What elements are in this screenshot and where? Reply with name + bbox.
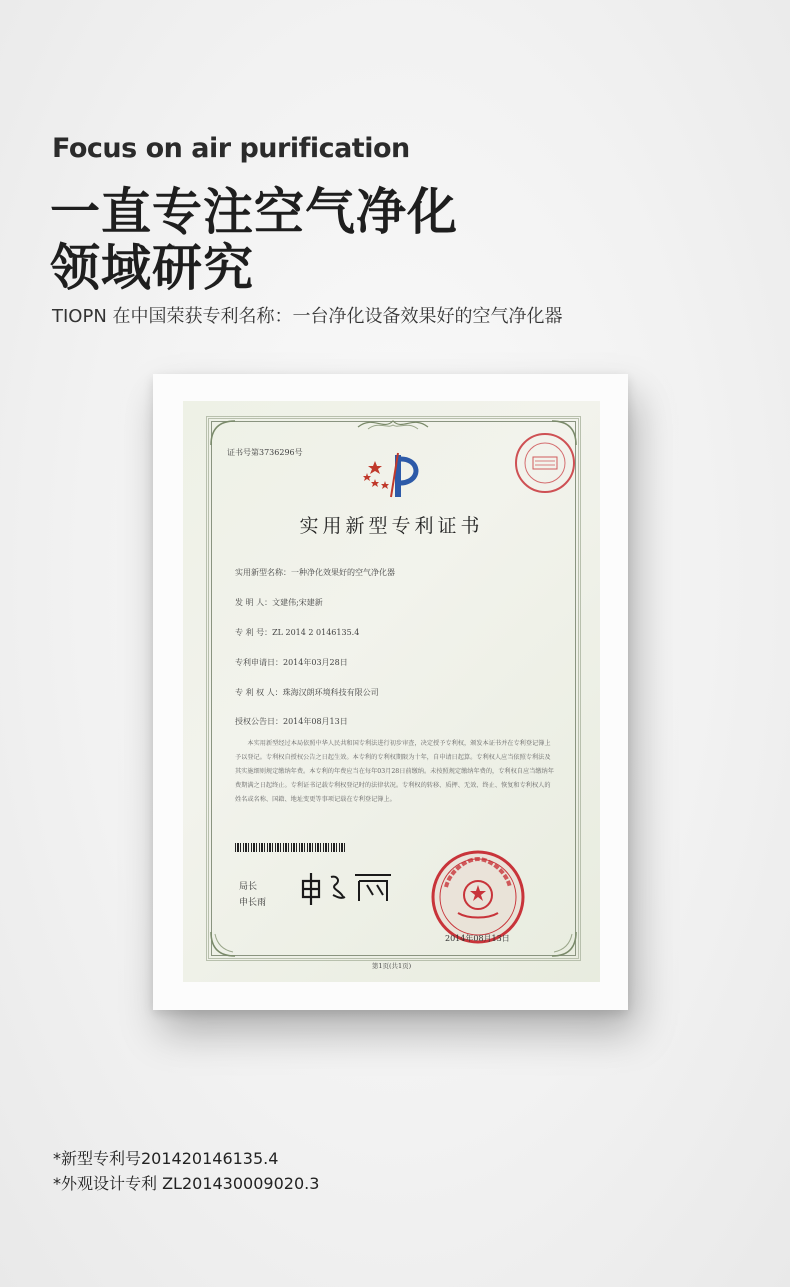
certificate-paper: [183, 401, 600, 982]
patent-subtitle: TIOPN 在中国荣获专利名称：一台净化设备效果好的空气净化器: [52, 306, 563, 327]
field-filing-date: 专利申请日：2014年03月28日: [235, 658, 348, 667]
certificate-number: 证书号第3736296号: [227, 448, 303, 457]
signature-title: 局长: [239, 882, 258, 892]
handwritten-signature-icon: [297, 867, 397, 907]
field-patentee: 专 利 权 人：珠海汉朗环境科技有限公司: [235, 688, 379, 697]
english-heading: Focus on air purification: [52, 133, 410, 164]
chinese-heading-line1: 一直专注空气净化: [50, 183, 458, 241]
page-number: 第1页(共1页): [371, 962, 412, 970]
field-inventor: 发 明 人：文建伟;宋建新: [235, 598, 323, 607]
note-utility-patent: *新型专利号201420146135.4: [53, 1149, 279, 1168]
signature-name: 申长雨: [239, 898, 267, 908]
certificate-mat: [183, 401, 600, 982]
chinese-heading-line2: 领域研究: [50, 239, 254, 297]
certificate-title: 实用新型专利证书: [299, 515, 484, 537]
field-grant-date: 授权公告日：2014年08月13日: [235, 717, 348, 726]
ornament-corner-icon: [550, 930, 578, 958]
seal-date: 2014年08月13日: [445, 934, 510, 943]
barcode: [235, 843, 347, 852]
ornament-corner-icon: [209, 930, 237, 958]
certificate-frame: [153, 374, 628, 1010]
official-seal-icon: [428, 847, 528, 947]
ornament-corner-icon: [209, 419, 237, 447]
ornament-top-icon: [353, 413, 433, 433]
note-design-patent: *外观设计专利 ZL201430009020.3: [53, 1174, 320, 1193]
field-name: 实用新型名称：一种净化效果好的空气净化器: [235, 568, 395, 577]
field-patent-number: 专 利 号：ZL 2014 2 0146135.4: [235, 628, 360, 637]
certificate-body-text: 本实用新型经过本局依照中华人民共和国专利法进行初步审查，决定授予专利权，颁发本证书并在专利登记簿上予以登记。专利权自授权公告之日起生效。本专利的专利权期限为十年，自申请日起算。专利权人应当依照专利法及其实施细则规定缴纳年费。本专利的年费应当在每年03月28日前缴纳。未按照规定缴纳年费的，专利权自应当缴纳年费期满之日起终止。专利证书记载专利权登记时的法律状况。专利权的转移、质押、无效、终止、恢复和专利权人的姓名或名称、国籍、地址变更等事项记载在专利登记簿上。: [235, 740, 554, 803]
patent-office-emblem-icon: [361, 451, 431, 501]
registration-stamp-icon: [513, 431, 577, 495]
